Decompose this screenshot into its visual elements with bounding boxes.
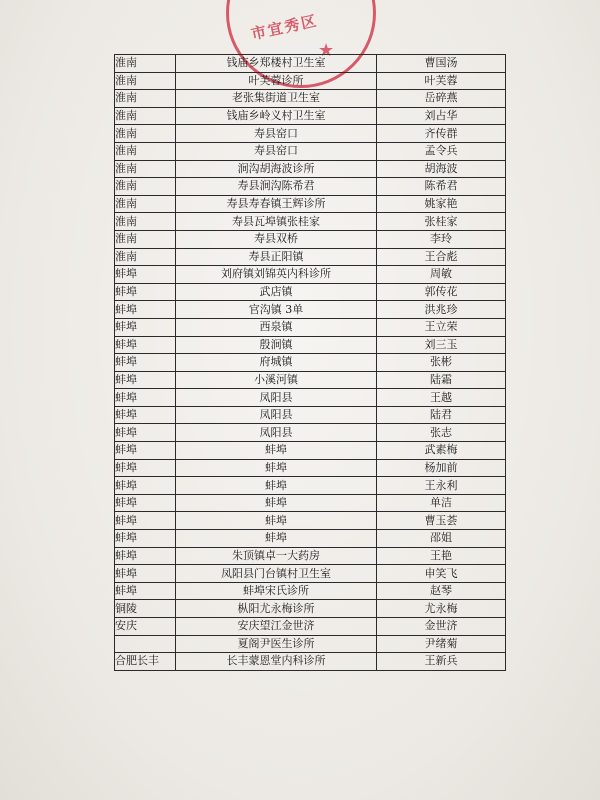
person-cell: 尤永梅 <box>377 600 506 618</box>
place-cell: 蚌埠 <box>176 477 377 495</box>
region-cell: 蚌埠 <box>115 301 176 319</box>
region-cell: 淮南 <box>115 230 176 248</box>
region-cell: 淮南 <box>115 142 176 160</box>
person-cell: 周敏 <box>377 266 506 284</box>
place-cell: 钱庙乡郑楼村卫生室 <box>176 55 377 73</box>
table-row <box>115 424 506 442</box>
place-cell: 凤阳县 <box>176 406 377 424</box>
region-cell: 淮南 <box>115 213 176 231</box>
place-cell: 蚌埠 <box>176 442 377 460</box>
person-cell: 陈希君 <box>377 178 506 196</box>
table-row <box>115 90 506 108</box>
place-cell: 小溪河镇 <box>176 371 377 389</box>
person-cell: 邵姐 <box>377 530 506 548</box>
person-cell: 赵琴 <box>377 582 506 600</box>
person-cell: 单洁 <box>377 494 506 512</box>
region-cell: 蚌埠 <box>115 582 176 600</box>
table-row <box>115 178 506 196</box>
table-row <box>115 336 506 354</box>
seal-star-icon: ★ <box>318 40 335 61</box>
place-cell: 寿县窑口 <box>176 125 377 143</box>
region-cell: 铜陵 <box>115 600 176 618</box>
table-row <box>115 582 506 600</box>
table-row <box>115 565 506 583</box>
place-cell: 寿县涧沟陈希君 <box>176 178 377 196</box>
place-cell: 西泉镇 <box>176 318 377 336</box>
table-row <box>115 195 506 213</box>
place-cell: 涧沟胡海波诊所 <box>176 160 377 178</box>
table-row <box>115 442 506 460</box>
place-cell: 寿县双桥 <box>176 230 377 248</box>
region-cell <box>115 635 176 653</box>
region-cell: 淮南 <box>115 160 176 178</box>
table-row <box>115 230 506 248</box>
region-cell: 蚌埠 <box>115 512 176 530</box>
region-cell: 安庆 <box>115 618 176 636</box>
place-cell: 武店镇 <box>176 283 377 301</box>
place-cell: 长丰蒙恩堂内科诊所 <box>176 653 377 671</box>
region-cell: 淮南 <box>115 125 176 143</box>
person-cell: 张彬 <box>377 354 506 372</box>
place-cell: 寿县寿春镇王辉诊所 <box>176 195 377 213</box>
person-cell: 王立荣 <box>377 318 506 336</box>
region-cell: 蚌埠 <box>115 266 176 284</box>
region-cell: 蚌埠 <box>115 442 176 460</box>
region-cell: 蚌埠 <box>115 371 176 389</box>
person-cell: 武素梅 <box>377 442 506 460</box>
table-row <box>115 142 506 160</box>
region-cell: 蚌埠 <box>115 389 176 407</box>
table-row <box>115 530 506 548</box>
person-cell: 胡海波 <box>377 160 506 178</box>
place-cell: 钱庙乡岭义村卫生室 <box>176 107 377 125</box>
table-row <box>115 301 506 319</box>
table-row <box>115 55 506 73</box>
table-row <box>115 406 506 424</box>
place-cell: 寿县瓦埠镇张桂家 <box>176 213 377 231</box>
table-row <box>115 389 506 407</box>
table-row <box>115 618 506 636</box>
seal-text: 市宜秀区 <box>249 11 320 44</box>
place-cell: 枞阳尤永梅诊所 <box>176 600 377 618</box>
person-cell: 杨加前 <box>377 459 506 477</box>
place-cell: 官沟镇 3单 <box>176 301 377 319</box>
table-row <box>115 248 506 266</box>
place-cell: 蚌埠宋氏诊所 <box>176 582 377 600</box>
place-cell: 朱顶镇卓一大药房 <box>176 547 377 565</box>
place-cell: 蚌埠 <box>176 530 377 548</box>
person-cell: 齐传群 <box>377 125 506 143</box>
place-cell: 凤阳县 <box>176 389 377 407</box>
person-cell: 王合彪 <box>377 248 506 266</box>
table-row <box>115 72 506 90</box>
region-cell: 淮南 <box>115 55 176 73</box>
table-row <box>115 459 506 477</box>
region-cell: 蚌埠 <box>115 530 176 548</box>
place-cell: 叶芙蓉诊所 <box>176 72 377 90</box>
person-cell: 姚家艳 <box>377 195 506 213</box>
table-row <box>115 653 506 671</box>
region-cell: 蚌埠 <box>115 283 176 301</box>
person-cell: 金世济 <box>377 618 506 636</box>
region-cell: 蚌埠 <box>115 477 176 495</box>
person-cell: 王艳 <box>377 547 506 565</box>
table-row <box>115 547 506 565</box>
region-cell: 蚌埠 <box>115 424 176 442</box>
region-cell: 合肥长丰 <box>115 653 176 671</box>
table-row <box>115 477 506 495</box>
table-body <box>115 55 506 671</box>
region-cell: 蚌埠 <box>115 565 176 583</box>
person-cell: 王永利 <box>377 477 506 495</box>
region-cell: 淮南 <box>115 178 176 196</box>
person-cell: 王越 <box>377 389 506 407</box>
region-cell: 淮南 <box>115 90 176 108</box>
person-cell: 郭传花 <box>377 283 506 301</box>
region-cell: 蚌埠 <box>115 354 176 372</box>
person-cell: 曹玉荟 <box>377 512 506 530</box>
table-row <box>115 318 506 336</box>
table-row <box>115 107 506 125</box>
place-cell: 蚌埠 <box>176 459 377 477</box>
place-cell: 府城镇 <box>176 354 377 372</box>
region-cell: 淮南 <box>115 107 176 125</box>
table-row <box>115 512 506 530</box>
person-cell: 叶芙蓉 <box>377 72 506 90</box>
place-cell: 蚌埠 <box>176 494 377 512</box>
region-cell: 淮南 <box>115 72 176 90</box>
place-cell: 夏阁尹医生诊所 <box>176 635 377 653</box>
person-cell: 李玲 <box>377 230 506 248</box>
place-cell: 凤阳县 <box>176 424 377 442</box>
place-cell: 殷涧镇 <box>176 336 377 354</box>
table-row <box>115 213 506 231</box>
person-cell: 孟令兵 <box>377 142 506 160</box>
place-cell: 安庆望江金世济 <box>176 618 377 636</box>
person-cell: 曹国汤 <box>377 55 506 73</box>
clinic-table <box>114 54 506 671</box>
region-cell: 蚌埠 <box>115 406 176 424</box>
person-cell: 陆霜 <box>377 371 506 389</box>
person-cell: 刘占华 <box>377 107 506 125</box>
person-cell: 王新兵 <box>377 653 506 671</box>
region-cell: 蚌埠 <box>115 459 176 477</box>
table-row <box>115 354 506 372</box>
region-cell: 蚌埠 <box>115 336 176 354</box>
person-cell: 张桂家 <box>377 213 506 231</box>
table-row <box>115 600 506 618</box>
table-row <box>115 266 506 284</box>
table-row <box>115 125 506 143</box>
place-cell: 寿县正阳镇 <box>176 248 377 266</box>
region-cell: 蚌埠 <box>115 547 176 565</box>
person-cell: 刘三玉 <box>377 336 506 354</box>
person-cell: 洪兆珍 <box>377 301 506 319</box>
region-cell: 淮南 <box>115 195 176 213</box>
region-cell: 淮南 <box>115 248 176 266</box>
table-row <box>115 283 506 301</box>
table-row <box>115 494 506 512</box>
person-cell: 尹绪菊 <box>377 635 506 653</box>
place-cell: 蚌埠 <box>176 512 377 530</box>
person-cell: 张志 <box>377 424 506 442</box>
place-cell: 刘府镇刘锦英内科诊所 <box>176 266 377 284</box>
place-cell: 老张集街道卫生室 <box>176 90 377 108</box>
table-row <box>115 635 506 653</box>
table-row <box>115 160 506 178</box>
region-cell: 蚌埠 <box>115 494 176 512</box>
place-cell: 凤阳县门台镇村卫生室 <box>176 565 377 583</box>
table-row <box>115 371 506 389</box>
region-cell: 蚌埠 <box>115 318 176 336</box>
place-cell: 寿县窑口 <box>176 142 377 160</box>
person-cell: 陆君 <box>377 406 506 424</box>
person-cell: 申笑飞 <box>377 565 506 583</box>
person-cell: 岳碎燕 <box>377 90 506 108</box>
